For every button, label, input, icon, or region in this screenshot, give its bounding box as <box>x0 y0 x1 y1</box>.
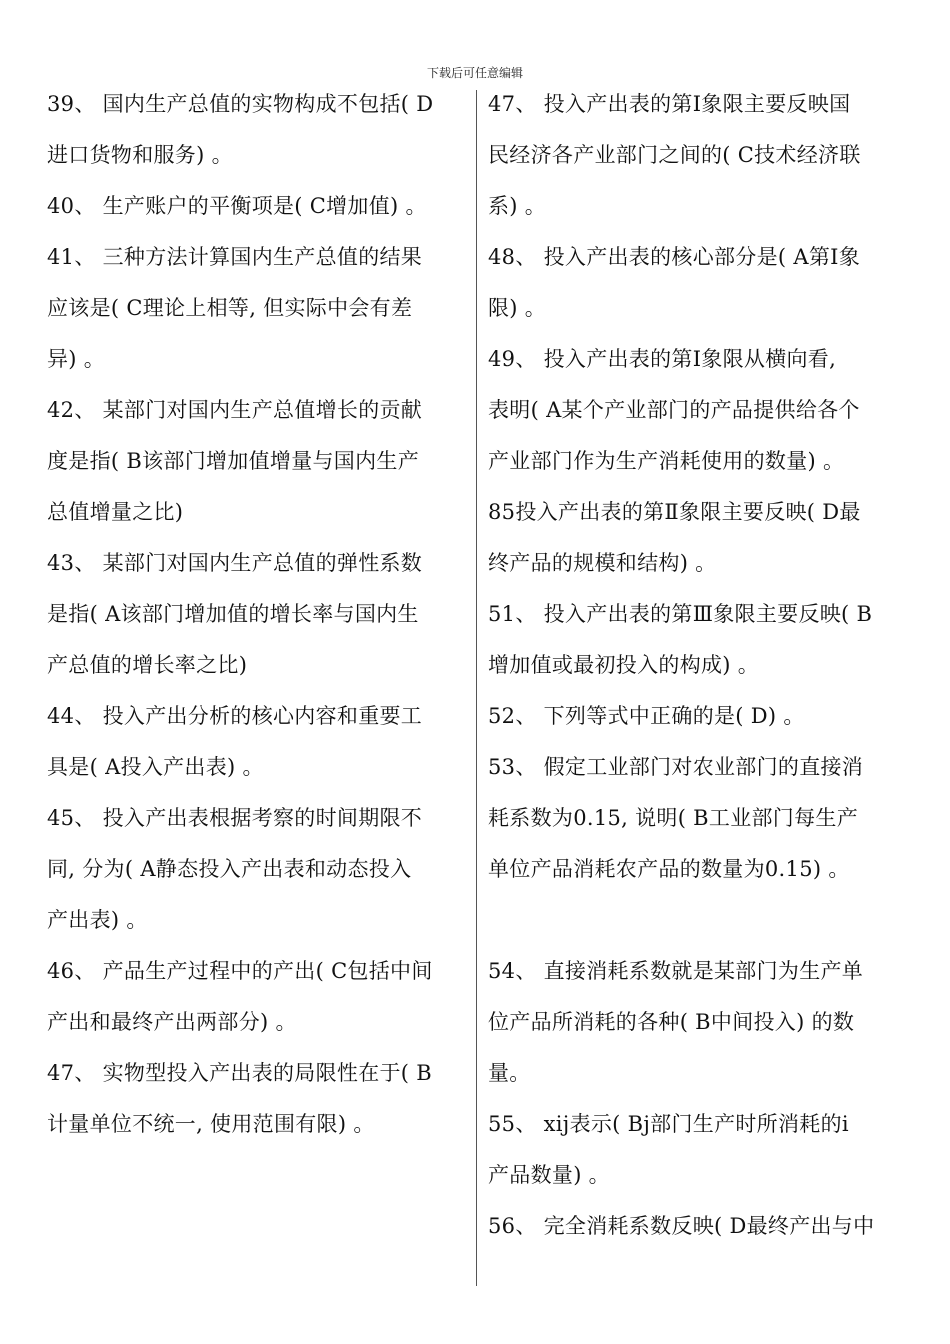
text-line: 产总值的增长率之比) <box>47 653 248 677</box>
text-line: 52、 下列等式中正确的是( D) 。 <box>488 704 805 728</box>
right-column <box>488 79 908 1252</box>
text-line: 45、 投入产出表根据考察的时间期限不 <box>47 806 423 830</box>
text-line: 54、 直接消耗系数就是某部门为生产单 <box>488 959 864 983</box>
text-line: 计量单位不统一, 使用范围有限) 。 <box>47 1112 375 1136</box>
text-line: 应该是( C理论上相等, 但实际中会有差 <box>47 296 413 320</box>
text-line: 系) 。 <box>488 194 547 218</box>
text-line: 85投入产出表的第Ⅱ象限主要反映( D最 <box>488 500 861 524</box>
text-line: 同, 分为( A静态投入产出表和动态投入 <box>47 857 412 881</box>
text-line: 度是指( B该部门增加值增量与国内生产 <box>47 449 419 473</box>
text-line: 是指( A该部门增加值的增长率与国内生 <box>47 602 419 626</box>
text-line: 48、 投入产出表的核心部分是( A第Ⅰ象 <box>488 245 861 269</box>
text-line: 55、 xij表示( Bj部门生产时所消耗的i <box>488 1112 849 1136</box>
column-divider <box>476 90 477 1286</box>
text-line: 42、 某部门对国内生产总值增长的贡献 <box>47 398 423 422</box>
page-header: 下载后可任意编辑 <box>426 66 523 80</box>
text-line: 产品数量) 。 <box>488 1163 610 1187</box>
text-line: 终产品的规模和结构) 。 <box>488 551 717 575</box>
text-line: 耗系数为0.15, 说明( B工业部门每生产 <box>488 806 859 830</box>
text-line: 产业部门作为生产消耗使用的数量) 。 <box>488 449 845 473</box>
text-line: 47、 投入产出表的第Ⅰ象限主要反映国 <box>488 92 851 116</box>
text-line: 53、 假定工业部门对农业部门的直接消 <box>488 755 864 779</box>
text-line: 位产品所消耗的各种( B中间投入) 的数 <box>488 1010 855 1034</box>
text-line: 41、 三种方法计算国内生产总值的结果 <box>47 245 423 269</box>
text-line: 43、 某部门对国内生产总值的弹性系数 <box>47 551 423 575</box>
left-column <box>47 79 467 1150</box>
text-line: 表明( A某个产业部门的产品提供给各个 <box>488 398 860 422</box>
text-line: 47、 实物型投入产出表的局限性在于( B <box>47 1061 432 1085</box>
text-line: 限) 。 <box>488 296 547 320</box>
text-line: 总值增量之比) <box>47 500 184 524</box>
text-line: 56、 完全消耗系数反映( D最终产出与中 <box>488 1214 875 1238</box>
text-line: 异) 。 <box>47 347 106 371</box>
text-line: 51、 投入产出表的第Ⅲ象限主要反映( B <box>488 602 873 626</box>
text-line: 量。 <box>488 1061 531 1085</box>
text-line: 单位产品消耗农产品的数量为0.15) 。 <box>488 857 850 881</box>
text-line: 44、 投入产出分析的核心内容和重要工 <box>47 704 423 728</box>
blank-line <box>488 895 908 946</box>
text-line: 40、 生产账户的平衡项是( C增加值) 。 <box>47 194 427 218</box>
text-line: 增加值或最初投入的构成) 。 <box>488 653 760 677</box>
text-line: 民经济各产业部门之间的( C技术经济联 <box>488 143 861 167</box>
text-line: 46、 产品生产过程中的产出( C包括中间 <box>47 959 433 983</box>
text-line: 产出和最终产出两部分) 。 <box>47 1010 297 1034</box>
text-line: 49、 投入产出表的第Ⅰ象限从横向看, <box>488 347 837 371</box>
text-line: 具是( A投入产出表) 。 <box>47 755 264 779</box>
text-line: 39、 国内生产总值的实物构成不包括( D <box>47 92 434 116</box>
text-line: 产出表) 。 <box>47 908 148 932</box>
text-line: 进口货物和服务) 。 <box>47 143 233 167</box>
